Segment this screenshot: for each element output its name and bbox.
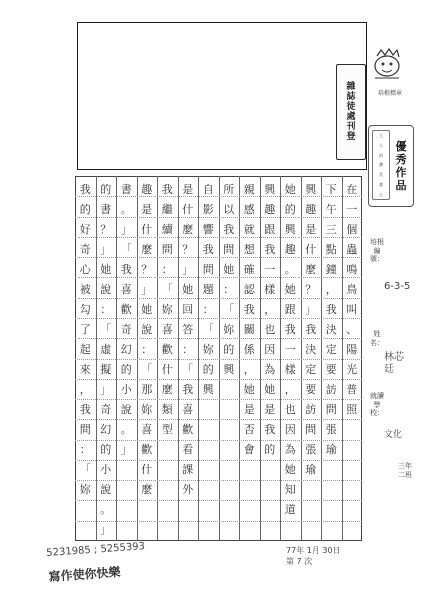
handwritten-column: 書 。 」 「 我 喜 歡 奇 幻 的 小 說 。 」: [120, 183, 132, 456]
school-value: 文化: [384, 430, 403, 440]
session-line: 第 7 次: [286, 557, 313, 566]
grade-class: 三年二班: [398, 462, 412, 479]
publication-stamp: [336, 64, 366, 160]
handwritten-column: 自 影 響 我 問 題 ： 「 妳 的 興: [202, 183, 214, 396]
date-line: 77年 1月 30日: [286, 546, 341, 555]
handwritten-column: 是 什 麼 ？ 」 她 回 答 ： 「 我 喜 歡 看 課 外: [182, 183, 194, 496]
school-label: 就讀學校：: [370, 392, 384, 417]
badge-title: 優秀作品: [395, 140, 407, 192]
slogan: 寫作使你快樂: [48, 564, 121, 584]
teacher-comment-box: [77, 22, 367, 170]
handwritten-column: 興 趣 跟 我 一 樣 ， 也 因 為 她 是 我 的: [264, 183, 276, 456]
handwritten-column: 下 午 三 點 鐘 ， 我 決 定 要 訪 問 張 瑜: [325, 183, 337, 456]
handwritten-column: 親 感 就 想 確 認 我 關 係 ， 她 是 否 會: [243, 183, 255, 456]
handwritten-column: 興 趣 是 什 麼 ？ 」 我 決 定 要 訪 問 張 瑜: [305, 183, 317, 476]
handwritten-column: 在 一 個 蟲 鳴 鳥 叫 、 陽 光 普 照: [346, 183, 358, 416]
phone-numbers: 5231985 ; 5255393: [46, 541, 146, 559]
handwritten-column: 趣 是 什 麼 ？ 」 她 說 ： 「 那 妳 喜 歡 什 麼: [141, 183, 153, 496]
name-label: 姓名：: [370, 330, 384, 347]
id-value: 6-3-5: [384, 281, 411, 292]
handwritten-column: 她 的 興 趣 。 她 跟 我 一 樣 ， 也 因 為 她 知 道: [284, 183, 296, 516]
handwritten-column: 我 的 好 奇 心 被 勾 了 起 來 ， 我 問 ： 「 妳: [79, 183, 91, 496]
handwritten-column: 的 書 ？ 」 她 說 ： 「 虛 擬 」 奇 幻 的 小 說 。 」: [100, 183, 112, 536]
bacon-mascot-icon: [367, 44, 407, 84]
stamp-text: 雜 誌 徒 處 刊 登: [346, 82, 356, 142]
mascot-label: 培根標章: [377, 90, 402, 97]
handwritten-column: 我 繼 續 問 ： 「 妳 喜 歡 什 麼 類 型: [161, 183, 173, 436]
handwritten-column: 所 以 我 問 她 ： 「 妳 的 興: [223, 183, 235, 376]
badge-side-caption: 大 人 的 讚 美 童 心: [372, 130, 390, 200]
id-label: 培根編號：: [370, 238, 384, 263]
name-value: 林芯廷: [384, 352, 404, 375]
